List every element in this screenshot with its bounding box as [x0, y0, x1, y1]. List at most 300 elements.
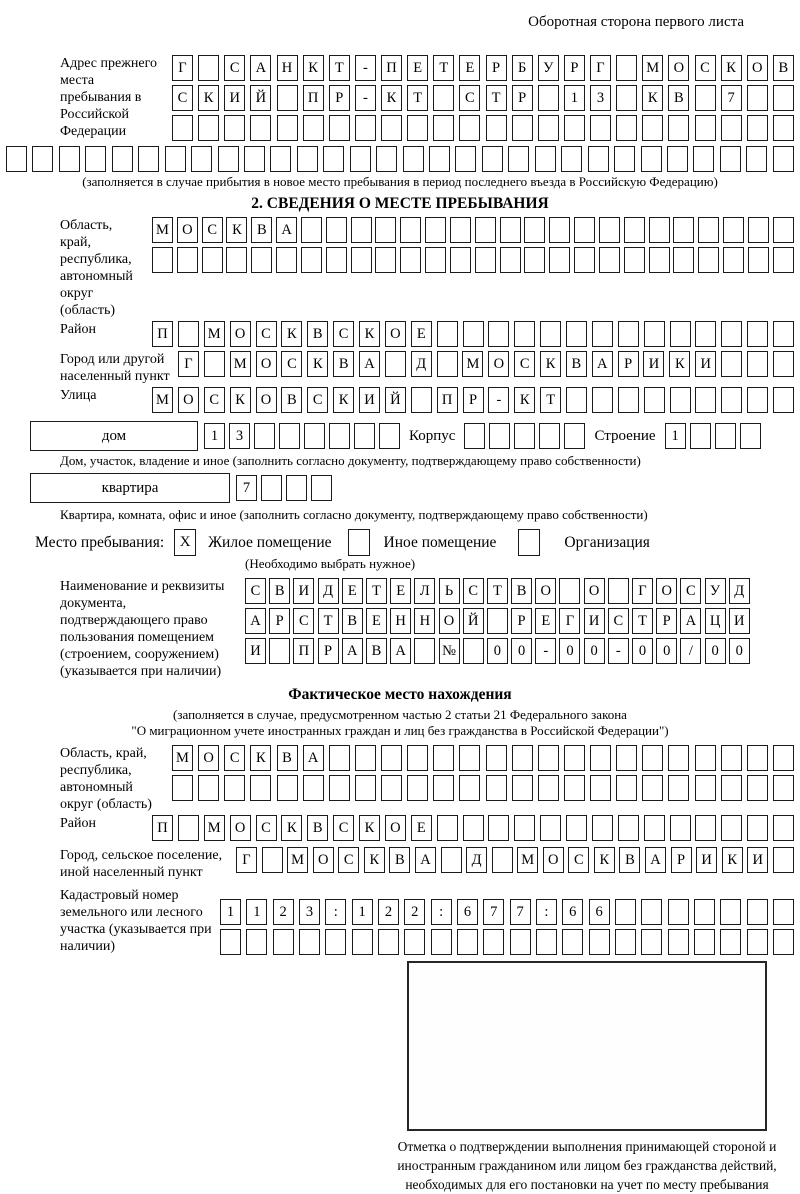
char-cell[interactable]: [566, 815, 587, 841]
char-cell[interactable]: [574, 247, 595, 273]
char-cell[interactable]: С: [695, 55, 716, 81]
char-cell[interactable]: [325, 929, 346, 955]
char-cell[interactable]: [574, 217, 595, 243]
char-cell[interactable]: [618, 387, 639, 413]
char-cell[interactable]: Д: [729, 578, 750, 604]
char-cell[interactable]: [668, 929, 689, 955]
char-cell[interactable]: [773, 899, 794, 925]
char-cell[interactable]: Т: [487, 578, 508, 604]
char-cell[interactable]: [303, 115, 324, 141]
char-cell[interactable]: [641, 929, 662, 955]
char-cell[interactable]: [588, 146, 609, 172]
char-cell[interactable]: М: [287, 847, 308, 873]
char-cell[interactable]: Г: [172, 55, 193, 81]
char-cell[interactable]: [299, 929, 320, 955]
char-cell[interactable]: [375, 247, 396, 273]
char-cell[interactable]: [244, 146, 265, 172]
char-cell[interactable]: В: [668, 85, 689, 111]
char-cell[interactable]: [273, 929, 294, 955]
char-cell[interactable]: [277, 775, 298, 801]
char-cell[interactable]: [592, 321, 613, 347]
char-cell[interactable]: 2: [378, 899, 399, 925]
char-cell[interactable]: Н: [277, 55, 298, 81]
char-cell[interactable]: [721, 775, 742, 801]
char-cell[interactable]: [351, 217, 372, 243]
char-cell[interactable]: [723, 247, 744, 273]
char-cell[interactable]: [482, 146, 503, 172]
char-cell[interactable]: С: [680, 578, 701, 604]
char-cell[interactable]: [262, 847, 283, 873]
char-cell[interactable]: [599, 247, 620, 273]
char-cell[interactable]: [437, 351, 458, 377]
char-cell[interactable]: С: [224, 745, 245, 771]
char-cell[interactable]: 1: [220, 899, 241, 925]
char-cell[interactable]: [695, 815, 716, 841]
char-cell[interactable]: М: [517, 847, 538, 873]
char-cell[interactable]: С: [256, 321, 277, 347]
char-cell[interactable]: [488, 321, 509, 347]
char-cell[interactable]: [618, 815, 639, 841]
char-cell[interactable]: [524, 217, 545, 243]
char-cell[interactable]: [721, 115, 742, 141]
char-cell[interactable]: [693, 146, 714, 172]
char-cell[interactable]: [177, 247, 198, 273]
char-cell[interactable]: [351, 247, 372, 273]
char-cell[interactable]: Л: [414, 578, 435, 604]
char-cell[interactable]: [698, 217, 719, 243]
char-cell[interactable]: [433, 115, 454, 141]
char-cell[interactable]: Р: [671, 847, 692, 873]
char-cell[interactable]: [564, 115, 585, 141]
char-cell[interactable]: О: [747, 55, 768, 81]
char-cell[interactable]: В: [307, 815, 328, 841]
char-cell[interactable]: [747, 321, 768, 347]
char-cell[interactable]: [437, 815, 458, 841]
char-cell[interactable]: И: [245, 638, 266, 664]
char-cell[interactable]: [138, 146, 159, 172]
char-cell[interactable]: [512, 115, 533, 141]
char-cell[interactable]: Т: [318, 608, 339, 634]
char-cell[interactable]: А: [645, 847, 666, 873]
char-cell[interactable]: [329, 745, 350, 771]
char-cell[interactable]: К: [381, 85, 402, 111]
char-cell[interactable]: [433, 85, 454, 111]
char-cell[interactable]: [566, 387, 587, 413]
char-cell[interactable]: М: [204, 321, 225, 347]
char-cell[interactable]: [250, 115, 271, 141]
char-cell[interactable]: [670, 321, 691, 347]
char-cell[interactable]: [172, 775, 193, 801]
char-cell[interactable]: И: [729, 608, 750, 634]
char-cell[interactable]: [378, 929, 399, 955]
char-cell[interactable]: [747, 115, 768, 141]
char-cell[interactable]: [303, 775, 324, 801]
char-cell[interactable]: [514, 321, 535, 347]
char-cell[interactable]: 0: [584, 638, 605, 664]
char-cell[interactable]: [773, 115, 794, 141]
char-cell[interactable]: [695, 387, 716, 413]
char-cell[interactable]: [381, 115, 402, 141]
char-cell[interactable]: [407, 775, 428, 801]
char-cell[interactable]: Н: [414, 608, 435, 634]
char-cell[interactable]: А: [415, 847, 436, 873]
char-cell[interactable]: [773, 146, 794, 172]
char-cell[interactable]: [614, 146, 635, 172]
char-cell[interactable]: К: [642, 85, 663, 111]
char-cell[interactable]: [590, 775, 611, 801]
char-cell[interactable]: П: [152, 321, 173, 347]
char-cell[interactable]: [641, 146, 662, 172]
char-cell[interactable]: К: [669, 351, 690, 377]
char-cell[interactable]: [270, 146, 291, 172]
checkbox-zhiloe[interactable]: X: [174, 529, 196, 556]
char-cell[interactable]: [463, 815, 484, 841]
char-cell[interactable]: [379, 423, 400, 449]
char-cell[interactable]: М: [230, 351, 251, 377]
char-cell[interactable]: С: [459, 85, 480, 111]
char-cell[interactable]: [6, 146, 27, 172]
char-cell[interactable]: [489, 423, 510, 449]
char-cell[interactable]: [261, 475, 282, 501]
char-cell[interactable]: [747, 775, 768, 801]
char-cell[interactable]: [178, 815, 199, 841]
char-cell[interactable]: У: [538, 55, 559, 81]
char-cell[interactable]: [198, 115, 219, 141]
char-cell[interactable]: [649, 217, 670, 243]
char-cell[interactable]: [354, 423, 375, 449]
char-cell[interactable]: [204, 351, 225, 377]
char-cell[interactable]: [85, 146, 106, 172]
char-cell[interactable]: М: [642, 55, 663, 81]
char-cell[interactable]: [549, 217, 570, 243]
char-cell[interactable]: 2: [404, 899, 425, 925]
char-cell[interactable]: [524, 247, 545, 273]
char-cell[interactable]: О: [230, 815, 251, 841]
char-cell[interactable]: [381, 745, 402, 771]
char-cell[interactable]: /: [680, 638, 701, 664]
char-cell[interactable]: [375, 217, 396, 243]
char-cell[interactable]: [514, 423, 535, 449]
char-cell[interactable]: С: [202, 217, 223, 243]
char-cell[interactable]: П: [303, 85, 324, 111]
char-cell[interactable]: [500, 247, 521, 273]
char-cell[interactable]: Р: [512, 85, 533, 111]
char-cell[interactable]: [198, 775, 219, 801]
char-cell[interactable]: [721, 815, 742, 841]
char-cell[interactable]: [590, 745, 611, 771]
char-cell[interactable]: [721, 351, 742, 377]
char-cell[interactable]: [450, 217, 471, 243]
char-cell[interactable]: А: [680, 608, 701, 634]
char-cell[interactable]: О: [178, 387, 199, 413]
char-cell[interactable]: Р: [656, 608, 677, 634]
char-cell[interactable]: К: [359, 321, 380, 347]
char-cell[interactable]: А: [390, 638, 411, 664]
char-cell[interactable]: О: [230, 321, 251, 347]
char-cell[interactable]: 1: [204, 423, 225, 449]
char-cell[interactable]: С: [224, 55, 245, 81]
char-cell[interactable]: О: [584, 578, 605, 604]
char-cell[interactable]: [459, 115, 480, 141]
char-cell[interactable]: К: [230, 387, 251, 413]
char-cell[interactable]: [355, 745, 376, 771]
char-cell[interactable]: [538, 745, 559, 771]
char-cell[interactable]: [644, 321, 665, 347]
char-cell[interactable]: 0: [656, 638, 677, 664]
char-cell[interactable]: [670, 387, 691, 413]
char-cell[interactable]: Г: [236, 847, 257, 873]
char-cell[interactable]: [165, 146, 186, 172]
char-cell[interactable]: П: [381, 55, 402, 81]
char-cell[interactable]: 7: [510, 899, 531, 925]
char-cell[interactable]: Н: [390, 608, 411, 634]
char-cell[interactable]: Д: [411, 351, 432, 377]
char-cell[interactable]: В: [366, 638, 387, 664]
char-cell[interactable]: 0: [729, 638, 750, 664]
char-cell[interactable]: А: [250, 55, 271, 81]
char-cell[interactable]: Ь: [439, 578, 460, 604]
char-cell[interactable]: В: [281, 387, 302, 413]
char-cell[interactable]: [269, 638, 290, 664]
char-cell[interactable]: С: [338, 847, 359, 873]
char-cell[interactable]: [773, 351, 794, 377]
char-cell[interactable]: :: [325, 899, 346, 925]
char-cell[interactable]: К: [333, 387, 354, 413]
char-cell[interactable]: 0: [487, 638, 508, 664]
char-cell[interactable]: К: [540, 351, 561, 377]
char-cell[interactable]: [773, 85, 794, 111]
char-cell[interactable]: К: [198, 85, 219, 111]
char-cell[interactable]: [404, 929, 425, 955]
char-cell[interactable]: О: [198, 745, 219, 771]
char-cell[interactable]: [539, 423, 560, 449]
char-cell[interactable]: [488, 815, 509, 841]
char-cell[interactable]: [475, 247, 496, 273]
char-cell[interactable]: [512, 745, 533, 771]
checkbox-inoe[interactable]: [348, 529, 370, 556]
char-cell[interactable]: [668, 899, 689, 925]
char-cell[interactable]: М: [204, 815, 225, 841]
char-cell[interactable]: С: [514, 351, 535, 377]
char-cell[interactable]: [599, 217, 620, 243]
char-cell[interactable]: [773, 387, 794, 413]
char-cell[interactable]: Е: [411, 815, 432, 841]
char-cell[interactable]: [301, 217, 322, 243]
char-cell[interactable]: К: [307, 351, 328, 377]
char-cell[interactable]: Г: [590, 55, 611, 81]
char-cell[interactable]: К: [722, 847, 743, 873]
char-cell[interactable]: [385, 351, 406, 377]
char-cell[interactable]: 3: [299, 899, 320, 925]
char-cell[interactable]: 3: [229, 423, 250, 449]
char-cell[interactable]: И: [695, 351, 716, 377]
char-cell[interactable]: И: [584, 608, 605, 634]
char-cell[interactable]: [246, 929, 267, 955]
char-cell[interactable]: К: [721, 55, 742, 81]
char-cell[interactable]: [721, 745, 742, 771]
char-cell[interactable]: [748, 217, 769, 243]
char-cell[interactable]: [740, 423, 761, 449]
char-cell[interactable]: [486, 775, 507, 801]
char-cell[interactable]: [178, 321, 199, 347]
char-cell[interactable]: [667, 146, 688, 172]
char-cell[interactable]: О: [543, 847, 564, 873]
char-cell[interactable]: К: [594, 847, 615, 873]
char-cell[interactable]: Г: [632, 578, 653, 604]
char-cell[interactable]: [459, 775, 480, 801]
char-cell[interactable]: О: [385, 815, 406, 841]
char-cell[interactable]: И: [224, 85, 245, 111]
char-cell[interactable]: [431, 929, 452, 955]
char-cell[interactable]: [329, 423, 350, 449]
char-cell[interactable]: [450, 247, 471, 273]
char-cell[interactable]: [297, 146, 318, 172]
char-cell[interactable]: [589, 929, 610, 955]
char-cell[interactable]: [673, 217, 694, 243]
char-cell[interactable]: О: [656, 578, 677, 604]
char-cell[interactable]: [649, 247, 670, 273]
char-cell[interactable]: [441, 847, 462, 873]
char-cell[interactable]: [400, 217, 421, 243]
char-cell[interactable]: [642, 745, 663, 771]
char-cell[interactable]: [202, 247, 223, 273]
char-cell[interactable]: [616, 775, 637, 801]
char-cell[interactable]: [276, 247, 297, 273]
char-cell[interactable]: Е: [342, 578, 363, 604]
char-cell[interactable]: [747, 745, 768, 771]
char-cell[interactable]: [475, 217, 496, 243]
char-cell[interactable]: [251, 247, 272, 273]
char-cell[interactable]: В: [773, 55, 794, 81]
char-cell[interactable]: 1: [564, 85, 585, 111]
char-cell[interactable]: [277, 115, 298, 141]
char-cell[interactable]: [720, 146, 741, 172]
char-cell[interactable]: -: [608, 638, 629, 664]
char-cell[interactable]: П: [293, 638, 314, 664]
char-cell[interactable]: [721, 387, 742, 413]
char-cell[interactable]: 7: [483, 899, 504, 925]
char-cell[interactable]: Р: [269, 608, 290, 634]
char-cell[interactable]: Й: [250, 85, 271, 111]
char-cell[interactable]: [721, 321, 742, 347]
char-cell[interactable]: [277, 85, 298, 111]
char-cell[interactable]: [376, 146, 397, 172]
char-cell[interactable]: [746, 146, 767, 172]
char-cell[interactable]: О: [256, 387, 277, 413]
char-cell[interactable]: Й: [463, 608, 484, 634]
char-cell[interactable]: И: [696, 847, 717, 873]
char-cell[interactable]: [698, 247, 719, 273]
char-cell[interactable]: С: [245, 578, 266, 604]
char-cell[interactable]: С: [204, 387, 225, 413]
char-cell[interactable]: [407, 745, 428, 771]
char-cell[interactable]: В: [511, 578, 532, 604]
char-cell[interactable]: Е: [535, 608, 556, 634]
char-cell[interactable]: [747, 351, 768, 377]
char-cell[interactable]: К: [359, 815, 380, 841]
char-cell[interactable]: [411, 387, 432, 413]
char-cell[interactable]: [538, 775, 559, 801]
char-cell[interactable]: К: [281, 321, 302, 347]
char-cell[interactable]: 6: [562, 899, 583, 925]
char-cell[interactable]: [510, 929, 531, 955]
char-cell[interactable]: С: [333, 321, 354, 347]
char-cell[interactable]: [773, 217, 794, 243]
char-cell[interactable]: Е: [407, 55, 428, 81]
char-cell[interactable]: К: [514, 387, 535, 413]
char-cell[interactable]: Р: [329, 85, 350, 111]
char-cell[interactable]: Г: [559, 608, 580, 634]
char-cell[interactable]: [323, 146, 344, 172]
char-cell[interactable]: [540, 321, 561, 347]
char-cell[interactable]: [512, 775, 533, 801]
char-cell[interactable]: [59, 146, 80, 172]
char-cell[interactable]: Т: [540, 387, 561, 413]
char-cell[interactable]: [608, 578, 629, 604]
char-cell[interactable]: С: [293, 608, 314, 634]
char-cell[interactable]: [486, 115, 507, 141]
char-cell[interactable]: П: [152, 815, 173, 841]
char-cell[interactable]: К: [364, 847, 385, 873]
char-cell[interactable]: [538, 115, 559, 141]
char-cell[interactable]: Б: [512, 55, 533, 81]
char-cell[interactable]: [773, 929, 794, 955]
char-cell[interactable]: Т: [366, 578, 387, 604]
char-cell[interactable]: 1: [246, 899, 267, 925]
char-cell[interactable]: [668, 115, 689, 141]
char-cell[interactable]: С: [281, 351, 302, 377]
char-cell[interactable]: Р: [564, 55, 585, 81]
char-cell[interactable]: [286, 475, 307, 501]
char-cell[interactable]: [457, 929, 478, 955]
char-cell[interactable]: Д: [318, 578, 339, 604]
char-cell[interactable]: Ц: [705, 608, 726, 634]
char-cell[interactable]: [492, 847, 513, 873]
char-cell[interactable]: [562, 929, 583, 955]
char-cell[interactable]: С: [333, 815, 354, 841]
char-cell[interactable]: [773, 775, 794, 801]
char-cell[interactable]: С: [307, 387, 328, 413]
char-cell[interactable]: [279, 423, 300, 449]
char-cell[interactable]: [720, 899, 741, 925]
char-cell[interactable]: [747, 387, 768, 413]
char-cell[interactable]: [773, 321, 794, 347]
char-cell[interactable]: С: [256, 815, 277, 841]
char-cell[interactable]: [592, 815, 613, 841]
char-cell[interactable]: Р: [511, 608, 532, 634]
char-cell[interactable]: [407, 115, 428, 141]
char-cell[interactable]: [400, 247, 421, 273]
char-cell[interactable]: [224, 775, 245, 801]
char-cell[interactable]: 1: [665, 423, 686, 449]
char-cell[interactable]: А: [342, 638, 363, 664]
char-cell[interactable]: [425, 217, 446, 243]
char-cell[interactable]: В: [342, 608, 363, 634]
char-cell[interactable]: [641, 899, 662, 925]
char-cell[interactable]: К: [226, 217, 247, 243]
char-cell[interactable]: [535, 146, 556, 172]
char-cell[interactable]: [616, 85, 637, 111]
char-cell[interactable]: Е: [459, 55, 480, 81]
char-cell[interactable]: [747, 929, 768, 955]
char-cell[interactable]: [352, 929, 373, 955]
char-cell[interactable]: К: [281, 815, 302, 841]
char-cell[interactable]: [695, 745, 716, 771]
char-cell[interactable]: [549, 247, 570, 273]
char-cell[interactable]: [508, 146, 529, 172]
char-cell[interactable]: [694, 929, 715, 955]
char-cell[interactable]: [590, 115, 611, 141]
